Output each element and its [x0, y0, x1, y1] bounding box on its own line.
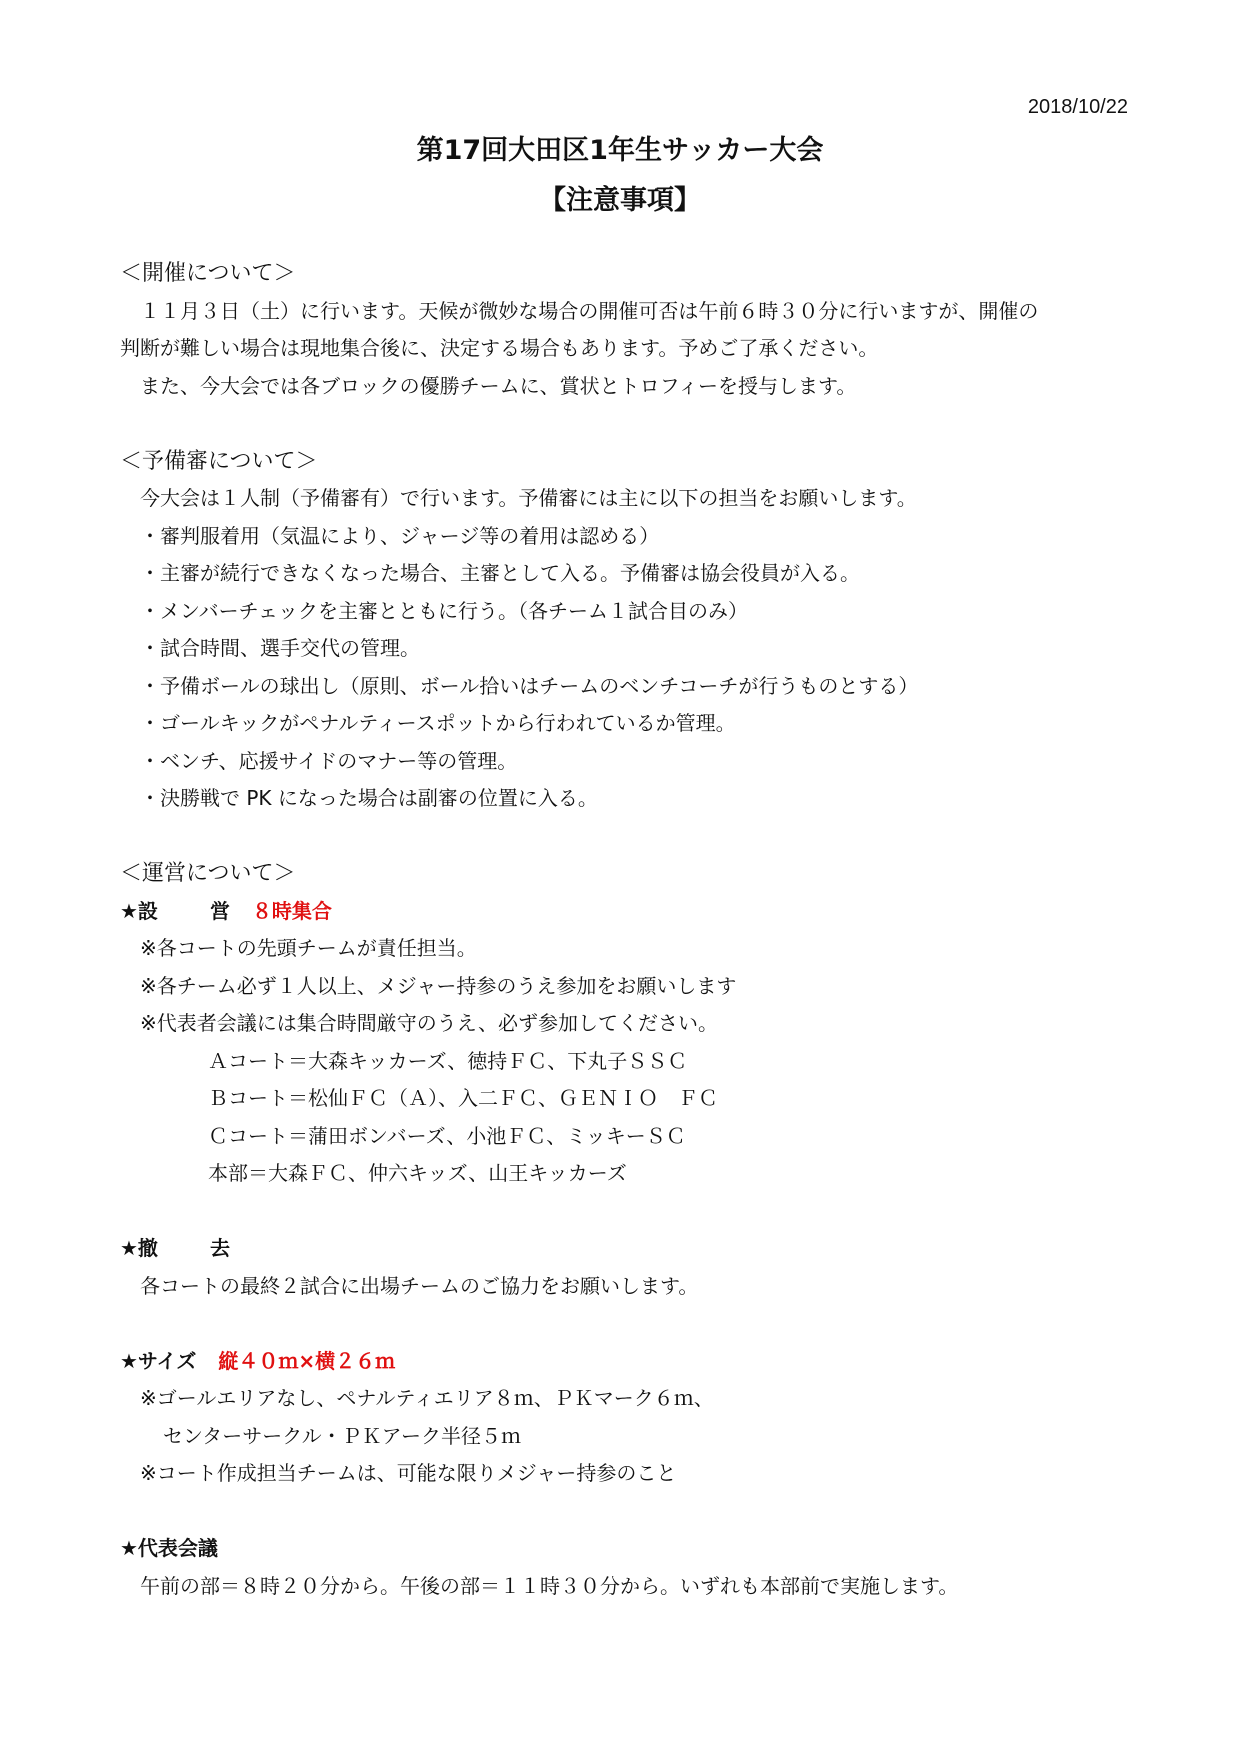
setup-label-b: 営 — [209, 898, 230, 923]
section-heading-referee: ＜予備審について＞ — [120, 448, 318, 474]
document-date: 2018/10/22 — [1027, 96, 1128, 118]
court-assignment: 本部＝大森ＦＣ、仲六キッズ、山王キッカーズ — [208, 1161, 627, 1185]
removal-row — [120, 1230, 1140, 1268]
size-row — [120, 1343, 1140, 1381]
setup-time: ８時集合 — [251, 898, 332, 923]
meeting-text: 午前の部＝８時２０分から。午後の部＝１１時３０分から。いずれも本部前で実施します。 — [140, 1573, 959, 1598]
referee-duty-item: ・主審が続行できなくなった場合、主審として入る。予備審は協会役員が入る。 — [140, 561, 860, 585]
setup-note: ※各チーム必ず１人以上、メジャー持参のうえ参加をお願いします — [140, 973, 737, 998]
referee-duty-item: ・ベンチ、応援サイドのマナー等の管理。 — [140, 748, 518, 773]
referee-duty-item: ・決勝戦で PK になった場合は副審の位置に入る。 — [140, 786, 598, 810]
referee-duty-item: ・試合時間、選手交代の管理。 — [140, 636, 420, 660]
meeting-label: ★代表会議 — [120, 1536, 218, 1560]
referee-duty-item: ・メンバーチェックを主審とともに行う。（各チーム１試合目のみ） — [140, 598, 748, 623]
setup-row — [120, 893, 1140, 931]
setup-label-a: ★設 — [120, 898, 158, 923]
setup-note: ※代表者会議には集合時間厳守のうえ、必ず参加してください。 — [140, 1011, 718, 1035]
referee-duty-item: ・予備ボールの球出し（原則、ボール拾いはチームのベンチコーチが行うものとする） — [140, 673, 919, 698]
referee-intro: 今大会は１人制（予備審有）で行います。予備審には主に以下の担当をお願いします。 — [140, 486, 917, 510]
document-subtitle: 【注意事項】 — [539, 185, 701, 216]
court-assignment: Ｂコート＝松仙ＦＣ（Ａ）、入二ＦＣ、ＧＥＮＩＯ ＦＣ — [208, 1086, 718, 1110]
size-note: ※ゴールエリアなし、ペナルティエリア８ｍ、ＰＫマーク６ｍ、 — [140, 1386, 714, 1410]
holding-paragraph-1: １１月３日（土）に行います。天候が微妙な場合の開催可否は午前６時３０分に行いますが、開催の — [140, 298, 1039, 323]
size-label: ★サイズ — [120, 1348, 197, 1373]
holding-paragraph-3: また、今大会では各ブロックの優勝チームに、賞状とトロフィーを授与します。 — [140, 373, 857, 398]
section-heading-operations: ＜運営について＞ — [120, 861, 296, 886]
size-value: 縦４０ｍ×横２６ｍ — [218, 1348, 396, 1373]
court-assignment: Ａコート＝大森キッカーズ、徳持ＦＣ、下丸子ＳＳＣ — [208, 1048, 688, 1073]
holding-paragraph-2: 判断が難しい場合は現地集合後に、決定する場合もあります。予めご了承ください。 — [120, 336, 879, 360]
removal-text: 各コートの最終２試合に出場チームのご協力をお願いします。 — [140, 1273, 699, 1298]
setup-note: ※各コートの先頭チームが責任担当。 — [140, 936, 477, 960]
section-heading-holding: ＜開催について＞ — [120, 261, 296, 286]
document-title: 第17回大田区1年生サッカー大会 — [416, 135, 824, 166]
referee-duty-item: ・ゴールキックがペナルティースポットから行われているか管理。 — [140, 711, 736, 735]
document-body — [120, 255, 1140, 1605]
removal-label-b: 去 — [209, 1236, 230, 1260]
referee-duty-item: ・審判服着用（気温により、ジャージ等の着用は認める） — [140, 523, 660, 548]
removal-label-a: ★撤 — [120, 1236, 158, 1260]
size-note: センターサークル・ＰＫアーク半径５ｍ — [163, 1423, 521, 1448]
court-assignment: Ｃコート＝蒲田ボンバーズ、小池ＦＣ、ミッキーＳＣ — [208, 1123, 686, 1148]
size-note: ※コート作成担当チームは、可能な限りメジャー持参のこと — [140, 1461, 677, 1485]
